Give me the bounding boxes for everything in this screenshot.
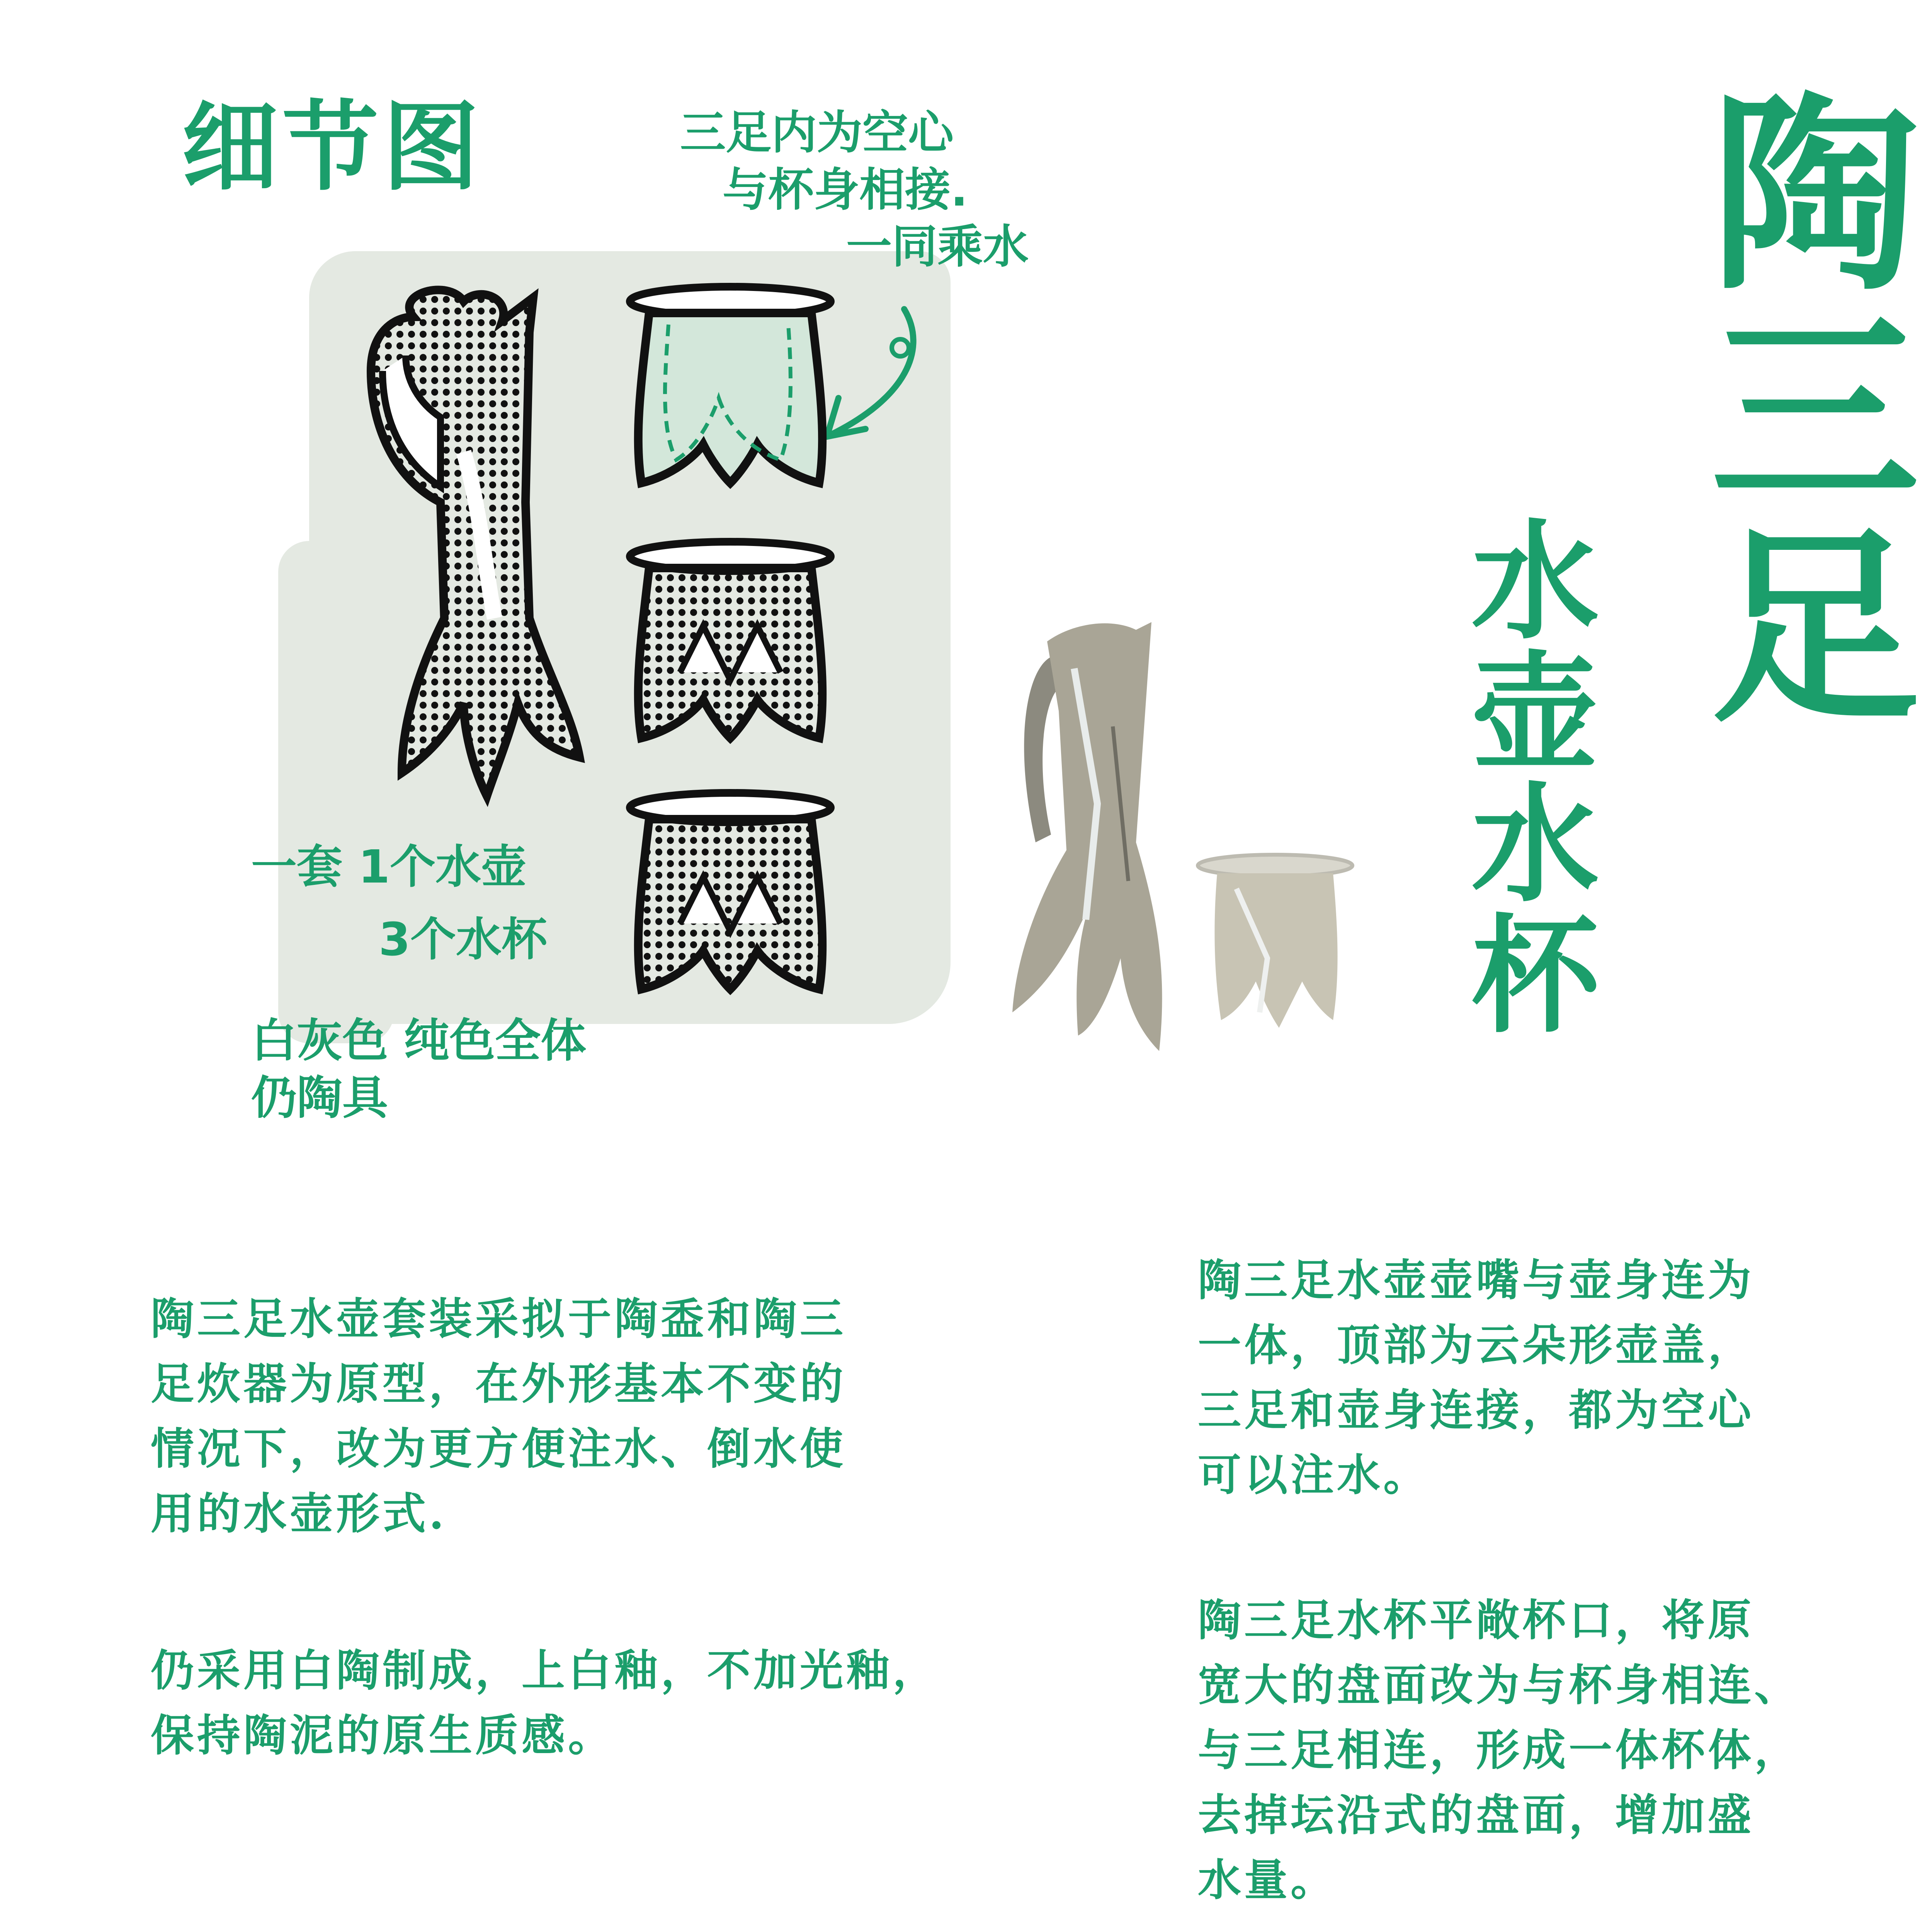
note-hollow-line-2: 与杯身相接. bbox=[723, 163, 968, 216]
pot-sketch-icon bbox=[348, 270, 618, 811]
note-material-line-2: 仍陶具 bbox=[251, 1071, 388, 1124]
photo-artifact-icon bbox=[997, 611, 1383, 1066]
note-hollow-line-1: 三足内为空心 bbox=[680, 106, 954, 159]
note-hollow bbox=[680, 104, 1029, 276]
paragraph-left-2: 仍采用白陶制成，上白釉，不加光釉， 保持陶泥的原生质感。 bbox=[151, 1645, 939, 1761]
paragraph-left-1: 陶三足水壶套装采拟于陶盉和陶三 足炊器为原型，在外形基本不变的 情况下，改为更方便注水、倒水使 用的水壶形式. bbox=[151, 1294, 846, 1539]
note-set-line-2: 3个水杯 bbox=[379, 912, 548, 966]
paragraph-right-1: 陶三足水壶壶嘴与壶身连为 一体，顶部为云朵形壶盖， 三足和壶身连接，都为空心 可以注水。 bbox=[1198, 1255, 1754, 1500]
cup-sketch-icon-3 bbox=[618, 788, 842, 1005]
page-subtitle: 水壶水杯 bbox=[1450, 514, 1599, 1039]
cup-sketch-icon-1 bbox=[618, 282, 842, 498]
note-set bbox=[251, 838, 547, 968]
cup-sketch-icon-2 bbox=[618, 537, 842, 753]
note-material-line-1: 白灰色 纯色全体 bbox=[251, 1014, 587, 1067]
note-hollow-line-3: 一同乘水 bbox=[846, 220, 1029, 273]
paragraph-right-2: 陶三足水杯平敞杯口，将原 宽大的盘面改为与杯身相连、 与三足相连，形成一体杯体， 去掉坛沿式的盘面，增加盛 水量。 bbox=[1198, 1595, 1801, 1905]
note-set-line-1: 一套 1个水壶 bbox=[251, 840, 527, 893]
page-title: 陶三足 bbox=[1675, 85, 1918, 734]
note-material bbox=[251, 1012, 586, 1126]
detail-heading: 细节图 bbox=[182, 91, 483, 204]
